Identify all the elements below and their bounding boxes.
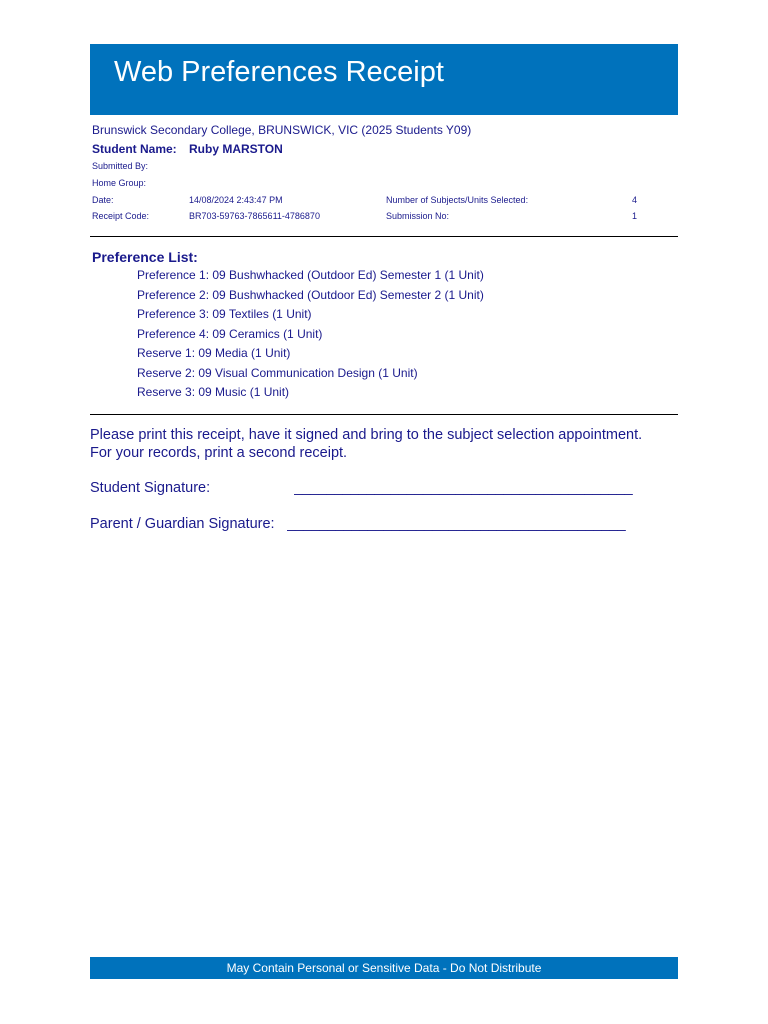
home-group-label: Home Group: [92,178,147,188]
subjects-count-label: Number of Subjects/Units Selected: [386,195,529,205]
student-name-label: Student Name: [92,142,177,156]
list-item: Preference 3: 09 Textiles (1 Unit) [137,307,312,321]
list-item: Reserve 2: 09 Visual Communication Design (1 Unit) [137,365,418,380]
header-banner [90,44,678,115]
preference-list [137,268,484,405]
list-item: Reserve 3: 09 Music (1 Unit) [137,385,290,399]
footer-banner: May Contain Personal or Sensitive Data - Do Not Distribute [90,957,678,979]
list-item: Preference 4: 09 Ceramics (1 Unit) [137,326,323,341]
student-signature-line: __________________________________________ [294,480,633,496]
list-item: Preference 1: 09 Bushwhacked (Outdoor Ed) Semester 1 (1 Unit) [137,268,484,282]
instructions [90,426,642,462]
parent-signature-line: __________________________________________ [287,516,626,532]
submission-no-value: 1 [632,211,638,221]
school-info: Brunswick Secondary College, BRUNSWICK, VIC (2025 Students Y09) [92,123,472,137]
divider [90,236,678,237]
date-label: Date: [92,195,114,205]
receipt-code-label: Receipt Code: [92,211,150,221]
student-signature-label: Student Signature: [90,480,211,496]
page-title: Web Preferences Receipt [114,56,444,88]
receipt-code-value: BR703-59763-7865611-4786870 [189,211,320,221]
student-name-row [92,142,283,156]
list-item: Reserve 1: 09 Media (1 Unit) [137,346,291,360]
subjects-count-value: 4 [632,195,638,205]
submission-no-label: Submission No: [386,211,450,221]
list-item: Preference 2: 09 Bushwhacked (Outdoor Ed) Semester 2 (1 Unit) [137,287,484,302]
instructions-line: For your records, print a second receipt. [90,445,348,461]
instructions-line: Please print this receipt, have it signed and bring to the subject selection appointment. [90,427,643,443]
parent-signature-label: Parent / Guardian Signature: [90,516,275,532]
date-value: 14/08/2024 2:43:47 PM [189,195,283,205]
preference-list-heading: Preference List: [92,249,198,265]
divider [90,414,678,415]
submitted-by-label: Submitted By: [92,161,149,171]
student-name-value: Ruby MARSTON [189,142,283,156]
